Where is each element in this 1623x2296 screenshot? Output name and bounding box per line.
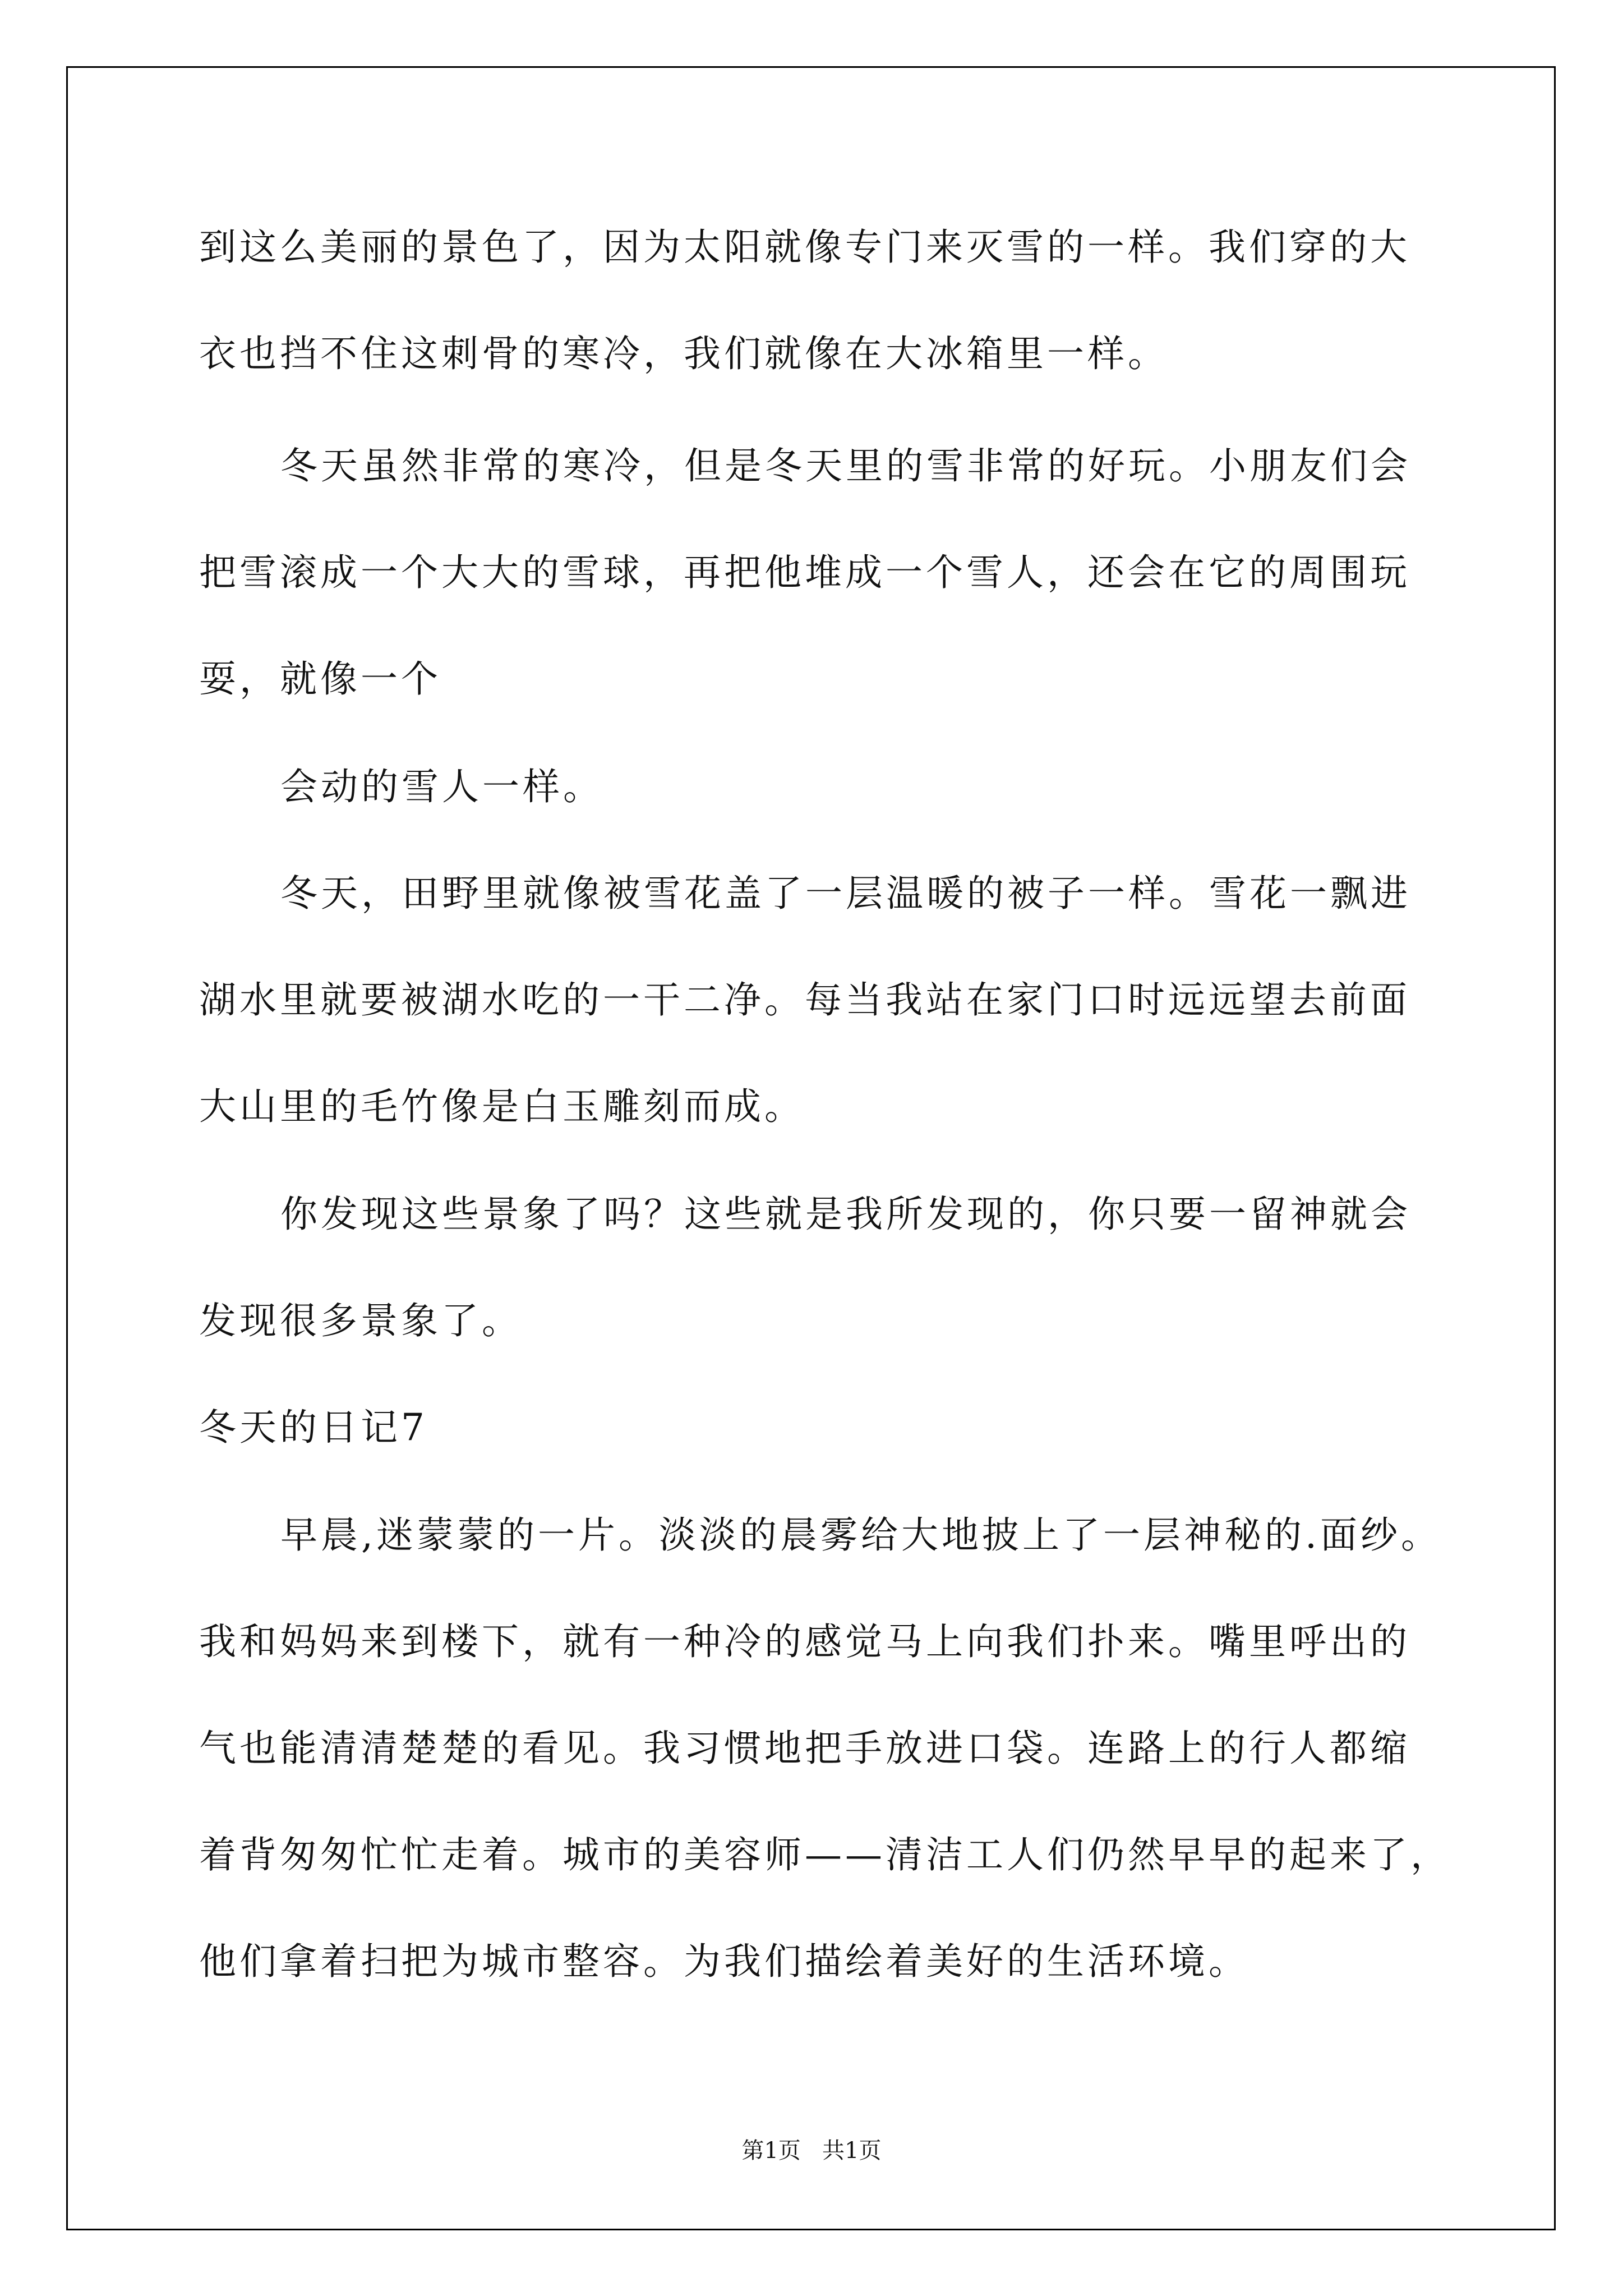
paragraph-indent-line: 冬天虽然非常的寒冷，但是冬天里的雪非常的好玩。小朋友们会 xyxy=(280,444,1411,487)
page-footer: 第1页 共1页 xyxy=(741,2138,882,2164)
text-line-5: 耍，就像一个 xyxy=(199,657,441,701)
text-line-15: 气也能清清楚楚的看见。我习惯地把手放进口袋。连路上的行人都缩 xyxy=(199,1727,1410,1770)
text-line-4: 把雪滚成一个大大的雪球，再把他堆成一个雪人，还会在它的周围玩 xyxy=(199,551,1410,594)
text-line-16: 着背匆匆忙忙走着。城市的美容师——清洁工人们仍然早早的起来了， xyxy=(199,1833,1451,1876)
text-line-1: 到这么美丽的景色了，因为太阳就像专门来灭雪的一样。我们穿的大 xyxy=(199,226,1410,269)
text-line-9: 大山里的毛竹像是白玉雕刻而成。 xyxy=(199,1085,805,1128)
section-heading: 冬天的日记7 xyxy=(199,1406,428,1449)
text-line-8: 湖水里就要被湖水吃的一干二净。每当我站在家门口时远远望去前面 xyxy=(199,978,1410,1022)
paragraph-indent-line: 会动的雪人一样。 xyxy=(280,765,603,808)
text-line-11: 发现很多景象了。 xyxy=(199,1299,522,1342)
paragraph-indent-line: 冬天，田野里就像被雪花盖了一层温暖的被子一样。雪花一飘进 xyxy=(280,872,1411,915)
text-line-17: 他们拿着扫把为城市整容。为我们描绘着美好的生活环境。 xyxy=(199,1940,1249,1983)
paragraph-indent-line: 早晨,迷蒙蒙的一片。淡淡的晨雾给大地披上了一层神秘的.面纱。 xyxy=(280,1513,1441,1557)
page-border xyxy=(66,66,1556,2230)
text-line-2: 衣也挡不住这刺骨的寒冷，我们就像在大冰箱里一样。 xyxy=(199,332,1168,375)
text-line-14: 我和妈妈来到楼下，就有一种冷的感觉马上向我们扑来。嘴里呼出的 xyxy=(199,1620,1410,1663)
paragraph-indent-line: 你发现这些景象了吗？这些就是我所发现的，你只要一留神就会 xyxy=(280,1193,1411,1236)
